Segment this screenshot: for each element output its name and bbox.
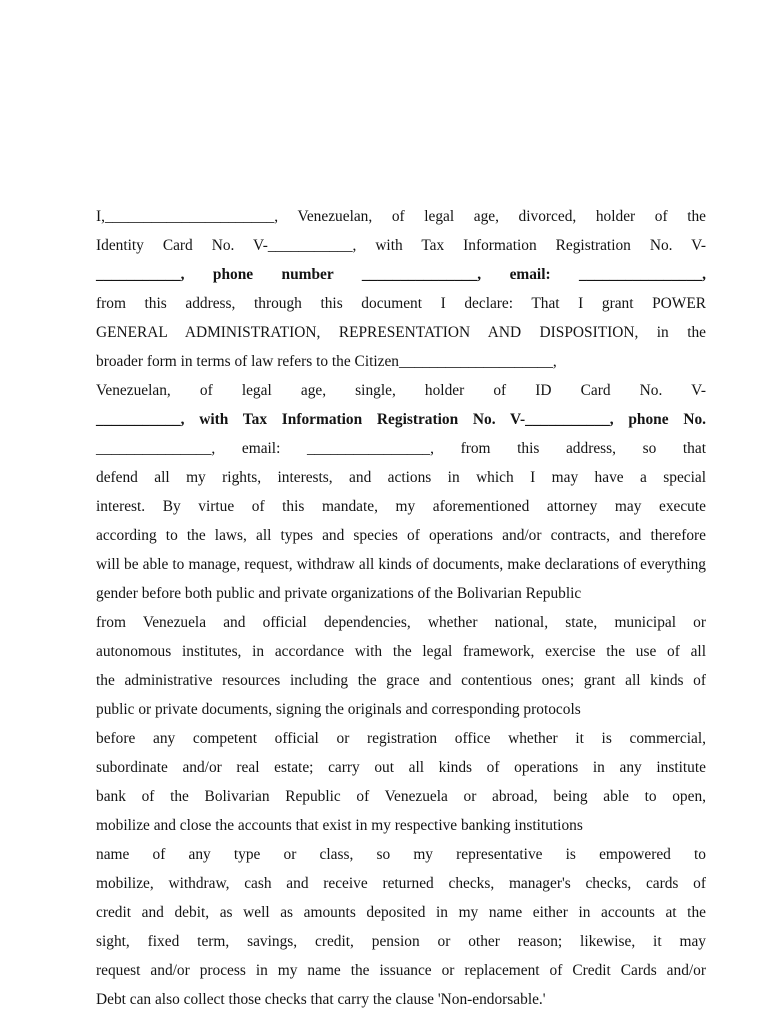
document-line xyxy=(96,666,706,695)
document-line xyxy=(96,376,706,405)
document-line xyxy=(96,289,706,318)
document-line xyxy=(96,405,706,434)
document-line xyxy=(96,695,706,724)
document-line-text: request and/or process in my name the issuance or replacement of Credit Cards and/or xyxy=(96,962,706,979)
document-line xyxy=(96,753,706,782)
document-line-text: gender before both public and private organizations of the Bolivarian Republic xyxy=(96,585,582,602)
document-line xyxy=(96,463,706,492)
document-line xyxy=(96,840,706,869)
document-line-text: mobilize and close the accounts that exist in my respective banking institutions xyxy=(96,817,583,834)
document-line-text: Venezuelan, of legal age, single, holder of ID Card No. V- xyxy=(96,382,706,399)
document-line-text: credit and debit, as well as amounts deposited in my name either in accounts at the xyxy=(96,904,706,921)
document-line xyxy=(96,231,706,260)
document-line xyxy=(96,492,706,521)
document-line-text: sight, fixed term, savings, credit, pension or other reason; likewise, it may xyxy=(96,933,706,950)
document-line xyxy=(96,550,706,579)
document-line xyxy=(96,318,706,347)
document-line-text: defend all my rights, interests, and actions in which I may have a special xyxy=(96,469,706,486)
document-line-text: _______________, email: ________________, from this address, so that xyxy=(96,440,706,457)
document-line xyxy=(96,782,706,811)
document-line xyxy=(96,898,706,927)
document-line-bold-text: ___________, with Tax Information Registration No. V-___________, phone No. xyxy=(96,411,706,428)
document-line-text: autonomous institutes, in accordance with the legal framework, exercise the use of all xyxy=(96,643,706,660)
document-body xyxy=(96,202,706,1014)
document-line-text: broader form in terms of law refers to the Citizen____________________, xyxy=(96,353,557,370)
document-line-bold-text: ___________, phone number _______________, email: ________________, xyxy=(96,266,706,283)
document-line xyxy=(96,927,706,956)
document-line-text: I,______________________, Venezuelan, of legal age, divorced, holder of the xyxy=(96,208,706,225)
document-line xyxy=(96,985,706,1014)
document-line xyxy=(96,434,706,463)
document-line xyxy=(96,521,706,550)
document-line-text: public or private documents, signing the originals and corresponding protocols xyxy=(96,701,581,718)
document-line-text: mobilize, withdraw, cash and receive returned checks, manager's checks, cards of xyxy=(96,875,706,892)
document-line-text: from Venezuela and official dependencies, whether national, state, municipal or xyxy=(96,614,706,631)
document-line xyxy=(96,956,706,985)
document-line-text: according to the laws, all types and species of operations and/or contracts, and therefore xyxy=(96,527,706,544)
document-line xyxy=(96,608,706,637)
document-line-text: subordinate and/or real estate; carry out all kinds of operations in any institute xyxy=(96,759,706,776)
document-line-text: bank of the Bolivarian Republic of Venezuela or abroad, being able to open, xyxy=(96,788,706,805)
document-line xyxy=(96,202,706,231)
document-line-text: interest. By virtue of this mandate, my aforementioned attorney may execute xyxy=(96,498,706,515)
document-line-text: will be able to manage, request, withdraw all kinds of documents, make declarations of everything xyxy=(96,556,706,573)
document-line xyxy=(96,724,706,753)
document-line-text: Debt can also collect those checks that carry the clause 'Non-endorsable.' xyxy=(96,991,546,1008)
document-line xyxy=(96,869,706,898)
document-line-text: name of any type or class, so my representative is empowered to xyxy=(96,846,706,863)
document-line-text: from this address, through this document I declare: That I grant POWER xyxy=(96,295,706,312)
document-line-text: before any competent official or registration office whether it is commercial, xyxy=(96,730,706,747)
document-line xyxy=(96,347,706,376)
document-line-text: Identity Card No. V-___________, with Tax Information Registration No. V- xyxy=(96,237,706,254)
document-line xyxy=(96,260,706,289)
document-line xyxy=(96,637,706,666)
document-line-text: GENERAL ADMINISTRATION, REPRESENTATION AND DISPOSITION, in the xyxy=(96,324,706,341)
document-line-text: the administrative resources including the grace and contentious ones; grant all kinds of xyxy=(96,672,706,689)
document-line xyxy=(96,811,706,840)
document-line xyxy=(96,579,706,608)
